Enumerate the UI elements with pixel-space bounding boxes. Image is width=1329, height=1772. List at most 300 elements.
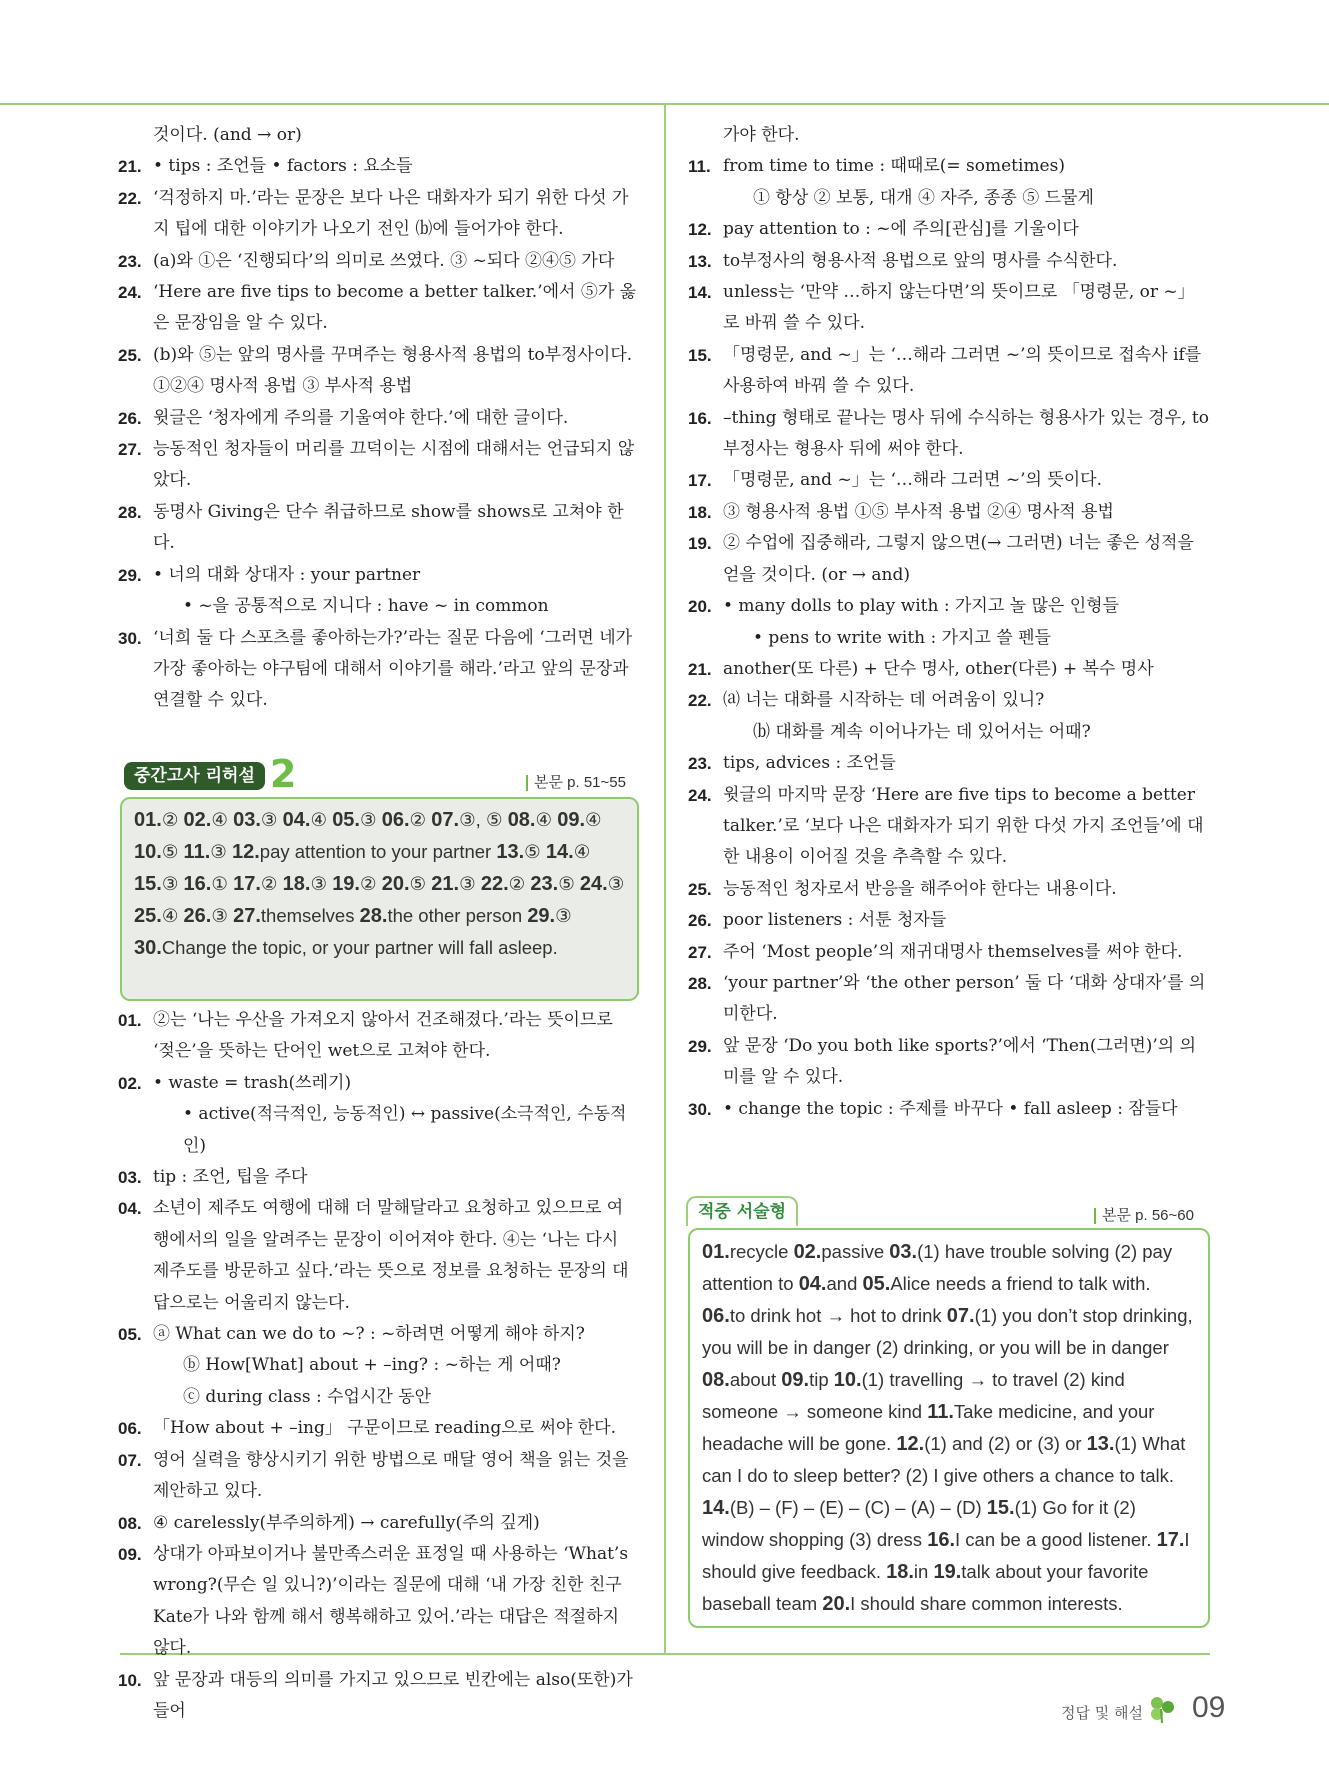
answer-value: and xyxy=(826,1273,858,1294)
item-number: 11. xyxy=(688,157,711,177)
item-number: 24. xyxy=(688,785,712,805)
explanation-item xyxy=(118,1068,638,1099)
answer xyxy=(431,873,475,894)
clover-icon xyxy=(1147,1695,1177,1725)
explanation-item xyxy=(688,685,1210,716)
item-text: 앞 문장 ‘Do you both like sports?’에서 ‘Then(그러면)’의 의미를 알 수 있다. xyxy=(723,1035,1197,1088)
answer xyxy=(702,1497,982,1518)
item-number: 26. xyxy=(688,911,712,931)
answer-value: ④ xyxy=(585,809,602,830)
answer xyxy=(134,905,178,926)
explanation-item xyxy=(118,1665,638,1728)
answer-value: ③ xyxy=(260,809,278,830)
item-text: 윗글의 마지막 문장 ‘Here are five tips to become a better talker.’로 ‘보다 나은 대화자가 되기 위한 다섯 가지 조언들’에 대한 내용이 이어질 것을 추측할 수 있다. xyxy=(723,784,1204,868)
answer-value: ⑤ xyxy=(161,841,179,862)
item-number: 03. xyxy=(118,1168,142,1188)
item-text: • tips : 조언들 • factors : 요소들 xyxy=(153,156,413,177)
item-number: 22. xyxy=(118,188,142,208)
answer-box-midterm xyxy=(120,797,639,1001)
item-text: ②는 ‘나는 우산을 가져오지 않아서 건조해졌다.’라는 뜻이므로 ‘젖은’을 뜻하는 단어인 wet으로 고쳐야 한다. xyxy=(153,1010,613,1062)
answer xyxy=(184,809,228,830)
explanation-item xyxy=(688,1094,1210,1125)
answer-number: 16. xyxy=(183,873,212,895)
answer-number: 01. xyxy=(702,1241,730,1263)
explanation-item xyxy=(118,591,638,622)
explanation-item xyxy=(118,497,638,560)
left-column-bottom xyxy=(118,1005,638,1727)
answer xyxy=(799,1273,858,1294)
item-text: 「명령문, and ~」는 ‘…해라 그러면 ~’의 뜻이므로 접속사 if를 사용하여 바꿔 쓸 수 있다. xyxy=(723,344,1202,397)
answer-value: Alice needs a friend to talk with. xyxy=(890,1273,1151,1294)
answer-number: 07. xyxy=(431,809,460,831)
item-text: –thing 형태로 끝나는 명사 뒤에 수식하는 형용사가 있는 경우, to부정사는 형용사 뒤에 써야 한다. xyxy=(723,407,1209,460)
answer-value: ③ xyxy=(210,841,227,862)
answer xyxy=(233,905,354,926)
section-tag: 중간고사 리허설 xyxy=(124,762,265,790)
answer-number: 15. xyxy=(134,873,162,895)
item-number xyxy=(118,1382,153,1413)
item-text: ① 항상 ② 보통, 대개 ④ 자주, 종종 ⑤ 드물게 xyxy=(753,187,1094,208)
explanation-item xyxy=(688,591,1210,622)
page-reference: 본문 p. 51~55 xyxy=(526,775,626,791)
item-number: 29. xyxy=(118,565,142,585)
answer-number: 23. xyxy=(530,873,559,895)
item-number: 18. xyxy=(688,502,712,522)
explanation-item xyxy=(688,497,1210,528)
item-number: 21. xyxy=(118,157,142,177)
answer-number: 05. xyxy=(862,1273,891,1295)
explanation-item xyxy=(688,340,1210,403)
item-number: 15. xyxy=(688,345,712,365)
explanation-item xyxy=(688,183,1210,214)
answer-value: ⑤ xyxy=(558,873,575,894)
explanation-item xyxy=(688,654,1210,685)
answer-number: 24. xyxy=(579,873,608,895)
answer-value: ② xyxy=(161,809,179,830)
answer-value: ④ xyxy=(535,809,553,830)
answer-number: 25. xyxy=(134,905,162,927)
item-text: 「How about + –ing」 구문이므로 reading으로 써야 한다. xyxy=(153,1418,617,1439)
item-text: • pens to write with : 가지고 쓸 펜들 xyxy=(753,627,1051,648)
answer-value: (B) – (F) – (E) – (C) – (A) – (D) xyxy=(729,1497,982,1518)
answer-value: (1) travelling → to travel (2) kind someone → someone kind xyxy=(702,1369,1125,1422)
answer-number: 04. xyxy=(282,809,311,831)
answer xyxy=(481,873,525,894)
page-reference: 본문 p. 56~60 xyxy=(1094,1208,1194,1224)
answer-value: ③ xyxy=(310,873,328,894)
answer xyxy=(382,873,426,894)
item-text: ⓑ How[What] about + –ing? : ~하는 게 어때? xyxy=(183,1355,561,1376)
answer xyxy=(886,1561,928,1582)
item-text: 능동적인 청자로서 반응을 해주어야 한다는 내용이다. xyxy=(723,878,1117,899)
answer-number: 11. xyxy=(927,1401,954,1423)
answer xyxy=(896,1433,1081,1454)
item-text: 앞 문장과 대등의 의미를 가지고 있으므로 빈칸에는 also(또한)가 들어 xyxy=(153,1669,633,1721)
answer-value: in xyxy=(913,1561,929,1582)
item-number xyxy=(118,1350,153,1381)
item-text: 동명사 Giving은 단수 취급하므로 show를 shows로 고쳐야 한다. xyxy=(153,501,624,554)
answer-number: 09. xyxy=(781,1369,810,1391)
answer-number: 26. xyxy=(183,905,212,927)
answer-number: 22. xyxy=(480,873,509,895)
explanation-item xyxy=(118,1319,638,1350)
explanation-item xyxy=(118,403,638,434)
explanation-item xyxy=(118,1382,638,1413)
answer xyxy=(283,809,327,830)
item-number: 23. xyxy=(688,754,712,774)
explanation-item xyxy=(688,1031,1210,1094)
answer-number: 18. xyxy=(282,873,311,895)
explanation-item xyxy=(118,1005,638,1068)
answer-value: I should share common interests. xyxy=(850,1593,1123,1614)
answer-number: 27. xyxy=(233,905,261,927)
explanation-item xyxy=(118,1445,638,1508)
explanation-item xyxy=(688,623,1210,654)
explanation-item xyxy=(688,717,1210,748)
item-number: 01. xyxy=(118,1011,142,1030)
item-text: ⓐ What can we do to ~? : ~하려면 어떻게 해야 하지? xyxy=(153,1324,585,1345)
answer-number: 06. xyxy=(702,1305,730,1327)
answer-number: 13. xyxy=(1086,1433,1115,1455)
explanation-item xyxy=(688,403,1210,466)
answer-number: 10. xyxy=(833,1369,862,1391)
answer-value: ③ xyxy=(211,905,228,926)
answer xyxy=(283,873,327,894)
answer xyxy=(233,809,277,830)
explanation-item xyxy=(118,277,638,340)
item-number xyxy=(688,120,723,151)
answer xyxy=(134,937,558,958)
answer-number: 13. xyxy=(496,841,525,863)
answer-value: I should give feedback. xyxy=(702,1529,1190,1582)
answer-number: 16. xyxy=(927,1529,956,1551)
answer-number: 21. xyxy=(431,873,460,895)
answer-value: ④ xyxy=(161,905,179,926)
answer-number: 12. xyxy=(231,841,260,863)
explanation-item xyxy=(688,120,1210,151)
explanation-item xyxy=(688,780,1210,874)
answer-value: ④ xyxy=(310,809,328,830)
item-text: tips, advices : 조언들 xyxy=(723,753,896,774)
item-number: 12. xyxy=(688,220,712,240)
answer-number: 08. xyxy=(507,809,536,831)
answer-value: (1) have trouble solving (2) pay attention to xyxy=(702,1241,1173,1294)
item-text: (a)와 ①은 ‘진행되다’의 의미로 쓰였다. ③ ~되다 ②④⑤ 가다 xyxy=(153,250,615,271)
answer xyxy=(822,1593,1122,1614)
section-number: 2 xyxy=(270,752,297,796)
explanation-item xyxy=(118,623,638,717)
item-number: 08. xyxy=(118,1513,142,1533)
answer xyxy=(781,1369,828,1390)
answer xyxy=(702,1241,788,1262)
answer-number: 11. xyxy=(183,841,211,863)
item-text: 윗글은 ‘청자에게 주의를 기울여야 한다.’에 대한 글이다. xyxy=(153,407,569,428)
item-text: ⓒ during class : 수업시간 동안 xyxy=(183,1386,432,1407)
explanation-item xyxy=(688,528,1210,591)
section-banner-midterm xyxy=(124,752,634,796)
answer-value: ② xyxy=(260,873,278,894)
item-number: 25. xyxy=(688,879,712,899)
explanation-item xyxy=(118,1350,638,1381)
answer xyxy=(702,1369,776,1390)
explanation-item xyxy=(118,1162,638,1193)
item-text: • 너의 대화 상대자 : your partner xyxy=(153,564,421,585)
item-number: 27. xyxy=(688,942,712,962)
item-number: 07. xyxy=(118,1450,142,1470)
answer-value: ② xyxy=(360,873,377,894)
item-text: ‘걱정하지 마.’라는 문장은 보다 나은 대화자가 되기 위한 다섯 가지 팁에 대한 이야기가 나오기 전인 ⒝에 들어가야 한다. xyxy=(153,187,629,240)
item-text: ‘your partner’와 ‘the other person’ 둘 다 ‘대화 상대자’를 의미한다. xyxy=(723,972,1206,1025)
item-number: 22. xyxy=(688,691,712,711)
item-number xyxy=(118,1099,153,1162)
answer-number: 14. xyxy=(545,841,574,863)
explanation-item xyxy=(118,1193,638,1319)
answer-value: tip xyxy=(809,1369,829,1390)
answer-number: 02. xyxy=(183,809,212,831)
answer-number: 17. xyxy=(1156,1529,1185,1551)
answer-value: (1) What can I do to sleep better? (2) I give others a chance to talk. xyxy=(702,1433,1186,1486)
answer-number: 18. xyxy=(886,1561,914,1583)
item-number: 04. xyxy=(118,1199,142,1219)
answer xyxy=(557,809,601,830)
item-text: ‘Here are five tips to become a better talker.’에서 ⑤가 옳은 문장임을 알 수 있다. xyxy=(153,282,637,334)
answer-number: 02. xyxy=(793,1241,822,1263)
left-column-top xyxy=(118,120,638,717)
answer xyxy=(184,905,228,926)
answer-number: 03. xyxy=(889,1241,918,1263)
answer-value: (1) and (2) or (3) or xyxy=(924,1433,1082,1454)
answer-number: 20. xyxy=(822,1593,851,1615)
answer-value: passive xyxy=(821,1241,885,1262)
item-text: 것이다. (and → or) xyxy=(153,125,302,145)
answer xyxy=(232,841,491,862)
column-divider xyxy=(664,103,666,1655)
answer-value: themselves xyxy=(260,905,355,926)
explanation-item xyxy=(688,968,1210,1031)
answer xyxy=(863,1273,1151,1294)
answer-value: ④ xyxy=(573,841,591,862)
answer-number: 09. xyxy=(557,809,586,831)
answer-value: ③ xyxy=(161,873,179,894)
explanation-item xyxy=(118,1413,638,1444)
item-number: 14. xyxy=(688,283,712,303)
answer-number: 08. xyxy=(702,1369,730,1391)
answer xyxy=(134,809,178,830)
item-number xyxy=(688,717,723,748)
answer-number: 03. xyxy=(233,809,261,831)
answer xyxy=(927,1529,1151,1550)
item-number: 02. xyxy=(118,1073,142,1093)
answer xyxy=(332,873,376,894)
item-text: ④ carelessly(부주의하게) → carefully(주의 깊게) xyxy=(153,1512,540,1533)
footer-label: 정답 및 해설 xyxy=(1061,1704,1143,1722)
answer xyxy=(530,873,574,894)
explanation-item xyxy=(688,874,1210,905)
answer-value: recycle xyxy=(729,1241,789,1262)
item-number: 26. xyxy=(118,408,142,428)
item-text: ② 수업에 집중해라, 그렇지 않으면(→ 그러면) 너는 좋은 성적을 얻을 것이다. (or → and) xyxy=(723,533,1194,585)
item-text: 가야 한다. xyxy=(723,125,800,145)
item-number xyxy=(118,120,153,151)
answer-value: Change the topic, or your partner will fall asleep. xyxy=(161,937,558,958)
item-number: 17. xyxy=(688,471,712,491)
explanation-item xyxy=(688,214,1210,245)
item-number: 25. xyxy=(118,345,142,365)
answer-value: (1) you don’t stop drinking, you will be in danger (2) drinking, or you will be in danger xyxy=(702,1305,1193,1358)
answer-number: 17. xyxy=(233,873,261,895)
answer-value: I can be a good listener. xyxy=(955,1529,1152,1550)
answer-number: 19. xyxy=(933,1561,962,1583)
page-number: 09 xyxy=(1192,1691,1226,1724)
explanation-item xyxy=(688,151,1210,182)
answer-value: ② xyxy=(508,873,526,894)
section-banner-descriptive xyxy=(686,1196,1206,1228)
item-text: from time to time : 때때로(= sometimes) xyxy=(723,156,1065,177)
explanation-item xyxy=(688,246,1210,277)
explanation-item xyxy=(688,748,1210,779)
answer-number: 04. xyxy=(798,1273,827,1295)
answer-value: (1) Go for it (2) window shopping (3) dress xyxy=(702,1497,1136,1550)
explanation-item xyxy=(118,120,638,151)
item-text: 주어 ‘Most people’의 재귀대명사 themselves를 써야 한다. xyxy=(723,941,1183,962)
item-number: 27. xyxy=(118,440,142,460)
answer-box-descriptive xyxy=(688,1228,1210,1628)
item-text: ⒝ 대화를 계속 이어나가는 데 있어서는 어때? xyxy=(753,721,1091,742)
item-text: (b)와 ⑤는 앞의 명사를 꾸며주는 형용사적 용법의 to부정사이다. ①②④ 명사적 용법 ③ 부사적 용법 xyxy=(153,344,633,397)
answer xyxy=(382,809,426,830)
explanation-item xyxy=(118,1508,638,1539)
answer-value: ③ xyxy=(607,873,625,894)
answer xyxy=(580,873,624,894)
item-number: 19. xyxy=(688,534,712,554)
answer-value: ③ xyxy=(360,809,377,830)
item-number: 20. xyxy=(688,597,712,617)
item-text: to부정사의 형용사적 용법으로 앞의 명사를 수식한다. xyxy=(723,250,1118,271)
item-number xyxy=(118,591,153,622)
answer xyxy=(332,809,376,830)
answer xyxy=(360,905,523,926)
item-text: 능동적인 청자들이 머리를 끄덕이는 시점에 대해서는 언급되지 않았다. xyxy=(153,439,635,491)
answer-value: ② xyxy=(409,809,427,830)
answer xyxy=(184,841,227,862)
answer-value: ③ xyxy=(459,873,476,894)
answer-value: ③ xyxy=(555,905,572,926)
item-text: • change the topic : 주제를 바꾸다 • fall asleep : 잠들다 xyxy=(723,1098,1178,1119)
answer-value: ⑤ xyxy=(409,873,427,894)
item-text: • active(적극적인, 능동적인) ↔ passive(소극적인, 수동적인) xyxy=(183,1104,627,1156)
item-text: another(또 다른) + 단수 명사, other(다른) + 복수 명사 xyxy=(723,658,1154,679)
item-number xyxy=(688,623,723,654)
answer xyxy=(184,873,228,894)
item-number: 24. xyxy=(118,283,142,303)
section-tag: 적중 서술형 xyxy=(686,1196,798,1226)
item-number: 29. xyxy=(688,1036,712,1056)
answer-number: 19. xyxy=(332,873,360,895)
right-column-top xyxy=(688,120,1210,1125)
answer-number: 05. xyxy=(332,809,360,831)
answer xyxy=(134,873,178,894)
answer-number: 20. xyxy=(381,873,410,895)
answer-number: 12. xyxy=(896,1433,925,1455)
explanation-item xyxy=(118,434,638,497)
answer-number: 10. xyxy=(134,841,162,863)
item-number: 10. xyxy=(118,1670,142,1690)
answer xyxy=(233,873,277,894)
item-text: 「명령문, and ~」는 ‘…해라 그러면 ~’의 뜻이다. xyxy=(723,470,1102,491)
item-text: • many dolls to play with : 가지고 놀 많은 인형들 xyxy=(723,596,1120,617)
explanation-item xyxy=(688,905,1210,936)
item-text: 영어 실력을 향상시키기 위한 방법으로 매달 영어 책을 읽는 것을 제안하고 있다. xyxy=(153,1449,629,1502)
item-text: • ~을 공통적으로 지니다 : have ~ in common xyxy=(183,596,549,617)
answer xyxy=(496,841,540,862)
answer xyxy=(508,809,552,830)
item-text: 상대가 아파보이거나 불만족스러운 표정일 때 사용하는 ‘What’s wrong?(무슨 일 있니?)’이라는 질문에 대해 ‘내 가장 친한 친구 Kate가 나와 함께 해서 행복해하고 있어.’라는 대답은 적절하지 않다. xyxy=(153,1543,629,1659)
item-text: unless는 ‘만약 …하지 않는다면’의 뜻이므로 「명령문, or ~」로 바꿔 쓸 수 있다. xyxy=(723,282,1195,334)
answer-value: talk about your favorite baseball team xyxy=(702,1561,1149,1614)
item-text: poor listeners : 서툰 청자들 xyxy=(723,910,947,931)
answer xyxy=(546,841,590,862)
explanation-item xyxy=(118,151,638,182)
answer-number: 28. xyxy=(359,905,388,927)
item-number: 28. xyxy=(688,973,712,993)
answer-value: Take medicine, and your headache will be gone. xyxy=(702,1401,1155,1454)
item-number: 23. xyxy=(118,251,142,271)
explanation-item xyxy=(688,937,1210,968)
item-number: 30. xyxy=(118,628,142,648)
item-number: 09. xyxy=(118,1544,142,1564)
explanation-item xyxy=(118,1539,638,1665)
explanation-item xyxy=(118,246,638,277)
answer-number: 29. xyxy=(527,905,556,927)
answer-value: ③, ⑤ xyxy=(459,809,503,830)
item-text: ‘너희 둘 다 스포츠를 좋아하는가?’라는 질문 다음에 ‘그러면 네가 가장 좋아하는 야구팀에 대해서 이야기를 해라.’라고 앞의 문장과 연결할 수 있다. xyxy=(153,627,633,711)
item-text: pay attention to : ~에 주의[관심]를 기울이다 xyxy=(723,219,1079,240)
answer-number: 07. xyxy=(946,1305,975,1327)
answer-number: 30. xyxy=(134,937,162,959)
answer-value: ① xyxy=(211,873,228,894)
explanation-item xyxy=(118,1099,638,1162)
explanation-item xyxy=(118,560,638,591)
answer-number: 01. xyxy=(134,809,162,831)
item-number: 28. xyxy=(118,502,142,522)
answer-value: about xyxy=(729,1369,777,1390)
answer-value: ④ xyxy=(211,809,228,830)
item-text: • waste = trash(쓰레기) xyxy=(153,1072,352,1093)
answer-value: ⑤ xyxy=(524,841,541,862)
answer-number: 15. xyxy=(986,1497,1015,1519)
explanation-item xyxy=(118,183,638,246)
explanation-item xyxy=(688,277,1210,340)
answer-value: pay attention to your partner xyxy=(259,841,492,862)
answer-number: 06. xyxy=(381,809,410,831)
item-number: 16. xyxy=(688,408,712,428)
item-number: 30. xyxy=(688,1099,712,1119)
item-number: 21. xyxy=(688,659,712,679)
item-text: ⒜ 너는 대화를 시작하는 데 어려움이 있니? xyxy=(723,690,1045,711)
answer xyxy=(431,809,502,830)
answer-number: 14. xyxy=(702,1497,730,1519)
item-number: 05. xyxy=(118,1325,142,1345)
item-number: 06. xyxy=(118,1419,142,1439)
item-text: ③ 형용사적 용법 ①⑤ 부사적 용법 ②④ 명사적 용법 xyxy=(723,501,1114,522)
item-number: 13. xyxy=(688,251,712,271)
item-text: tip : 조언, 팁을 주다 xyxy=(153,1167,308,1188)
answer-value: the other person xyxy=(387,905,523,926)
answer xyxy=(794,1241,885,1262)
answer xyxy=(527,905,571,926)
answer-value: to drink hot → hot to drink xyxy=(729,1305,942,1326)
answer xyxy=(702,1305,942,1326)
